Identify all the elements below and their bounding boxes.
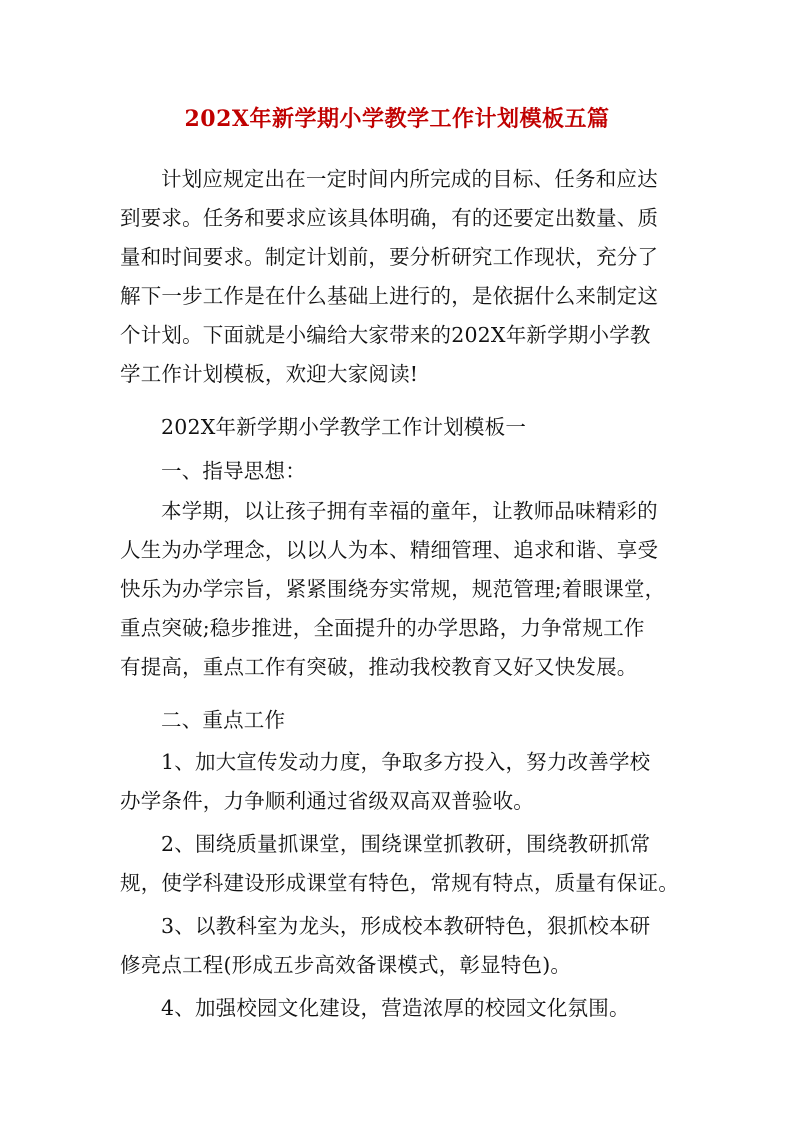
paragraph-line: 快乐为办学宗旨，紧紧围绕夯实常规，规范管理;着眼课堂， [120, 577, 666, 601]
section-heading: 202X年新学期小学教学工作计划模板一 [161, 415, 527, 439]
list-item-continuation: 规，使学科建设形成课堂有特色，常规有特点，质量有保证。 [120, 871, 679, 895]
list-item: 4、加强校园文化建设，营造浓厚的校园文化氛围。 [161, 996, 630, 1020]
document-title: 202X年新学期小学教学工作计划模板五篇 [184, 106, 610, 132]
paragraph-line: 本学期，以让孩子拥有幸福的童年，让教师品味精彩的 [161, 499, 658, 523]
paragraph-line: 到要求。任务和要求应该具体明确，有的还要定出数量、质 [120, 206, 659, 230]
section-heading: 一、指导思想： [161, 459, 306, 483]
section-heading: 二、重点工作 [161, 708, 286, 732]
list-item: 1、加大宣传发动力度，争取多方投入，努力改善学校 [161, 750, 651, 774]
paragraph-line: 学工作计划模板，欢迎大家阅读! [120, 362, 419, 386]
paragraph-line: 重点突破;稳步推进，全面提升的办学思路，力争常规工作 [120, 616, 645, 640]
paragraph-line: 解下一步工作是在什么基础上进行的，是依据什么来制定这 [120, 284, 659, 308]
paragraph-line: 量和时间要求。制定计划前，要分析研究工作现状，充分了 [120, 245, 659, 269]
list-item-continuation: 办学条件，力争顺利通过省级双高双普验收。 [120, 789, 534, 813]
list-item-continuation: 修亮点工程(形成五步高效备课模式，彰显特色)。 [120, 953, 572, 977]
paragraph-line: 有提高，重点工作有突破，推动我校教育又好又快发展。 [120, 655, 638, 679]
paragraph-line: 人生为办学理念，以以人为本、精细管理、追求和谐、享受 [120, 538, 659, 562]
paragraph-line: 计划应规定出在一定时间内所完成的目标、任务和应达 [161, 167, 658, 191]
list-item: 3、以教科室为龙头，形成校本教研特色，狠抓校本研 [161, 914, 651, 938]
list-item: 2、围绕质量抓课堂，围绕课堂抓教研，围绕教研抓常 [161, 832, 651, 856]
paragraph-line: 个计划。下面就是小编给大家带来的202X年新学期小学教 [120, 323, 651, 347]
